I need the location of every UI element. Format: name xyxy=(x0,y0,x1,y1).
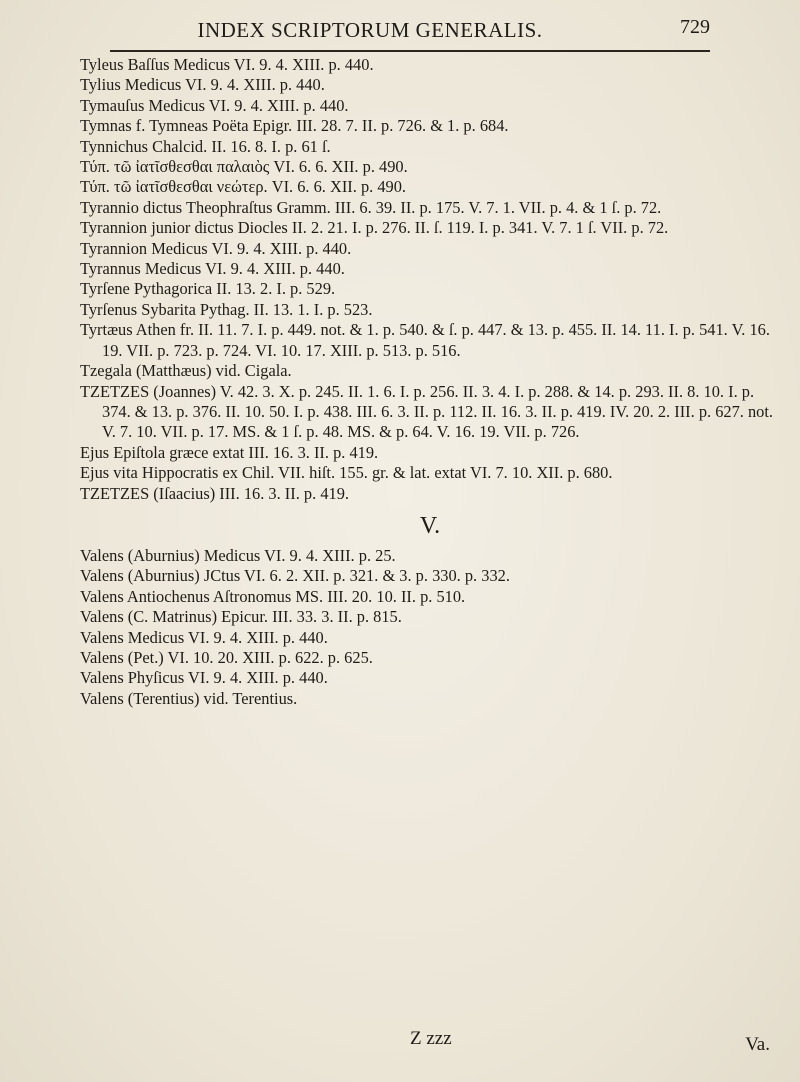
index-entry: Τύπ. τῶ ἰατῖσθεσθαι παλαιὸς VI. 6. 6. XII. p. 490. xyxy=(80,157,408,177)
index-entry: Valens (C. Matrinus) Epicur. III. 33. 3. II. p. 815. xyxy=(80,607,402,627)
index-entry: Tylius Medicus VI. 9. 4. XIII. p. 440. xyxy=(80,75,325,95)
index-entry: Valens Phyſicus VI. 9. 4. XIII. p. 440. xyxy=(80,668,328,688)
index-entry: Tyrſene Pythagorica II. 13. 2. I. p. 529. xyxy=(80,279,336,299)
index-entry: Tyrannus Medicus VI. 9. 4. XIII. p. 440. xyxy=(80,259,345,279)
index-entry: Tyrannion junior dictus Diocles II. 2. 21. I. p. 276. II. ſ. 119. I. p. 341. V. 7. 1 ſ. VII. p. 72. xyxy=(80,218,669,238)
index-entry: Τύπ. τῶ ἰατῖσθεσθαι νεώτερ. VI. 6. 6. XII. p. 490. xyxy=(80,177,407,197)
index-entry: Valens Antiochenus Aſtronomus MS. III. 20. 10. II. p. 510. xyxy=(80,586,466,606)
index-entry: Tzegala (Matthæus) vid. Cigala. xyxy=(80,361,292,381)
index-entry: Tymnas f. Tymneas Poëta Epigr. III. 28. 7. II. p. 726. & 1. p. 684. xyxy=(80,116,509,136)
index-entries xyxy=(80,55,780,709)
index-entry: Tyrannio dictus Theophraſtus Gramm. III. 6. 39. II. p. 175. V. 7. 1. VII. p. 4. & 1 ſ. p. 72. xyxy=(80,197,662,217)
index-entry: Valens (Terentius) vid. Terentius. xyxy=(80,688,298,708)
catchword: Va. xyxy=(745,1034,770,1055)
header-rule xyxy=(110,50,710,52)
index-entry: Valens Medicus VI. 9. 4. XIII. p. 440. xyxy=(80,627,328,647)
page-number: 729 xyxy=(680,16,710,38)
page-footer xyxy=(80,1028,780,1058)
index-entry: Tyrſenus Sybarita Pythag. II. 13. 1. I. p. 523. xyxy=(80,299,373,319)
running-title: INDEX SCRIPTORUM GENERALIS. xyxy=(197,18,543,42)
index-entry: Ejus vita Hippocratis ex Chil. VII. hiſt. 155. gr. & lat. extat VI. 7. 10. XII. p. 680. xyxy=(80,463,613,483)
index-entry: Tynnichus Chalcid. II. 16. 8. I. p. 61 ſ. xyxy=(80,136,331,156)
index-entry: Valens (Aburnius) JCtus VI. 6. 2. XII. p. 321. & 3. p. 330. p. 332. xyxy=(80,566,510,586)
index-entry: Valens (Aburnius) Medicus VI. 9. 4. XIII. p. 25. xyxy=(80,545,396,565)
index-entry: Tymauſus Medicus VI. 9. 4. XIII. p. 440. xyxy=(80,95,349,115)
index-entry: TZETZES (Joannes) V. 42. 3. X. p. 245. II. 1. 6. I. p. 256. II. 3. 4. I. p. 288. & 14. p. 293. II. 8. 10. I. p. 374. & 13. p. 376. II. 10. 50. I. p. 438. III. 6. 3. II. p. 112. II. 16. 3. II. p. 419. IV. 20. 2. III. p. 627. not. V. 7. 10. VII. p. 17. MS. & 1 ſ. p. 48. MS. & p. 64. V. 16. 19. VII. p. 726. xyxy=(80,381,774,442)
page-header xyxy=(110,12,710,52)
index-entry: TZETZES (Iſaacius) III. 16. 3. II. p. 419. xyxy=(80,483,349,503)
index-entry: Valens (Pet.) VI. 10. 20. XIII. p. 622. p. 625. xyxy=(80,647,373,667)
index-entry: Tyleus Baſſus Medicus VI. 9. 4. XIII. p. 440. xyxy=(80,55,374,74)
section-letter: V. xyxy=(419,512,441,539)
index-entry: Ejus Epiſtola græce extat III. 16. 3. II. p. 419. xyxy=(80,442,379,462)
signature-mark: Z zzz xyxy=(410,1028,452,1049)
index-entry: Tyrtæus Athen fr. II. 11. 7. I. p. 449. not. & 1. p. 540. & ſ. p. 447. & 13. p. 455. II. 14. 11. I. p. 541. V. 16. 19. VII. p. 723. p. 724. VI. 10. 17. XIII. p. 513. p. 516. xyxy=(80,320,770,360)
index-entry: Tyrannion Medicus VI. 9. 4. XIII. p. 440. xyxy=(80,238,352,258)
